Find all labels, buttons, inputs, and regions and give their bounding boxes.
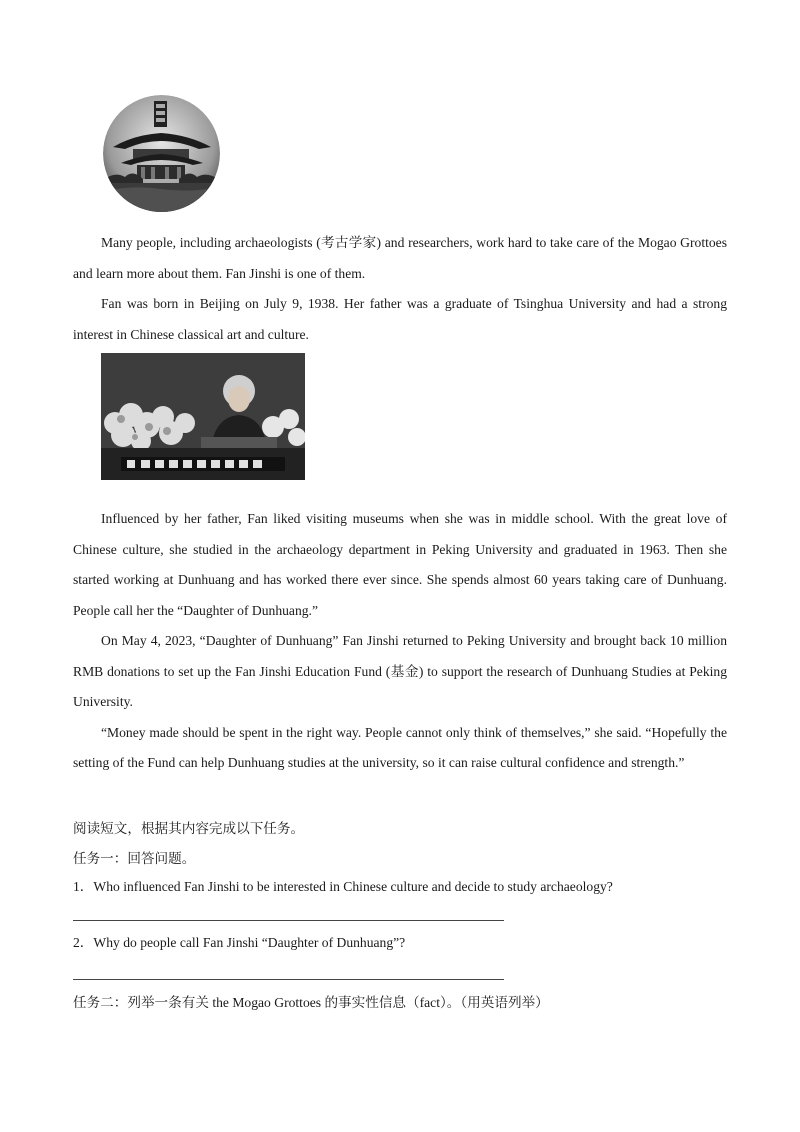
answer-line-1[interactable] [73,920,504,921]
article-body [73,504,727,779]
question-2: 2．Why do people call Fan Jinshi “Daughter of Dunhuang”? [73,935,406,950]
task1-heading: 任务一：回答问题。 [73,851,196,866]
paragraph-3: Influenced by her father, Fan liked visiting museums when she was in middle school. With the great love of Chinese culture, she studied in the archaeology department in Peking University and graduated in 1963. Then she started working at Dunhuang and has worked there ever since. She spends almost 60 years taking care of Dunhuang. People call her the “Daughter of Dunhuang.” [73,511,727,618]
paragraph-1: Many people, including archaeologists (考古学家) and researchers, work hard to take care of the Mogao Grottoes and learn more about them. Fan Jinshi is one of them. [73,235,727,281]
paragraph-5: “Money made should be spent in the right way. People cannot only think of themselves,” she said. “Hopefully the setting of the Fund can help Dunhuang studies at the university, so it can raise cultural confidence and strength.” [73,724,727,770]
answer-line-2[interactable] [73,979,504,980]
speaker-photo-icon [101,353,305,480]
instructions: 阅读短文，根据其内容完成以下任务。 [73,821,305,836]
task2-heading: 任务二：列举一条有关 the Mogao Grottoes 的事实性信息（fact）。（用英语列举） [73,995,549,1010]
article-intro [73,228,727,350]
paragraph-4: On May 4, 2023, “Daughter of Dunhuang” Fan Jinshi returned to Peking University and brought back 10 million RMB donations to set up the Fan Jinshi Education Fund (基金) to support the research of Dunhuang Studies at Peking University. [73,633,727,709]
speaker-photo [101,353,305,480]
pavilion-photo [103,95,220,212]
pavilion-photo-icon [103,95,220,212]
question-1: 1．Who influenced Fan Jinshi to be interested in Chinese culture and decide to study archaeology? [73,879,613,894]
paragraph-2: Fan was born in Beijing on July 9, 1938. Her father was a graduate of Tsinghua University and had a strong interest in Chinese classical art and culture. [73,296,727,342]
